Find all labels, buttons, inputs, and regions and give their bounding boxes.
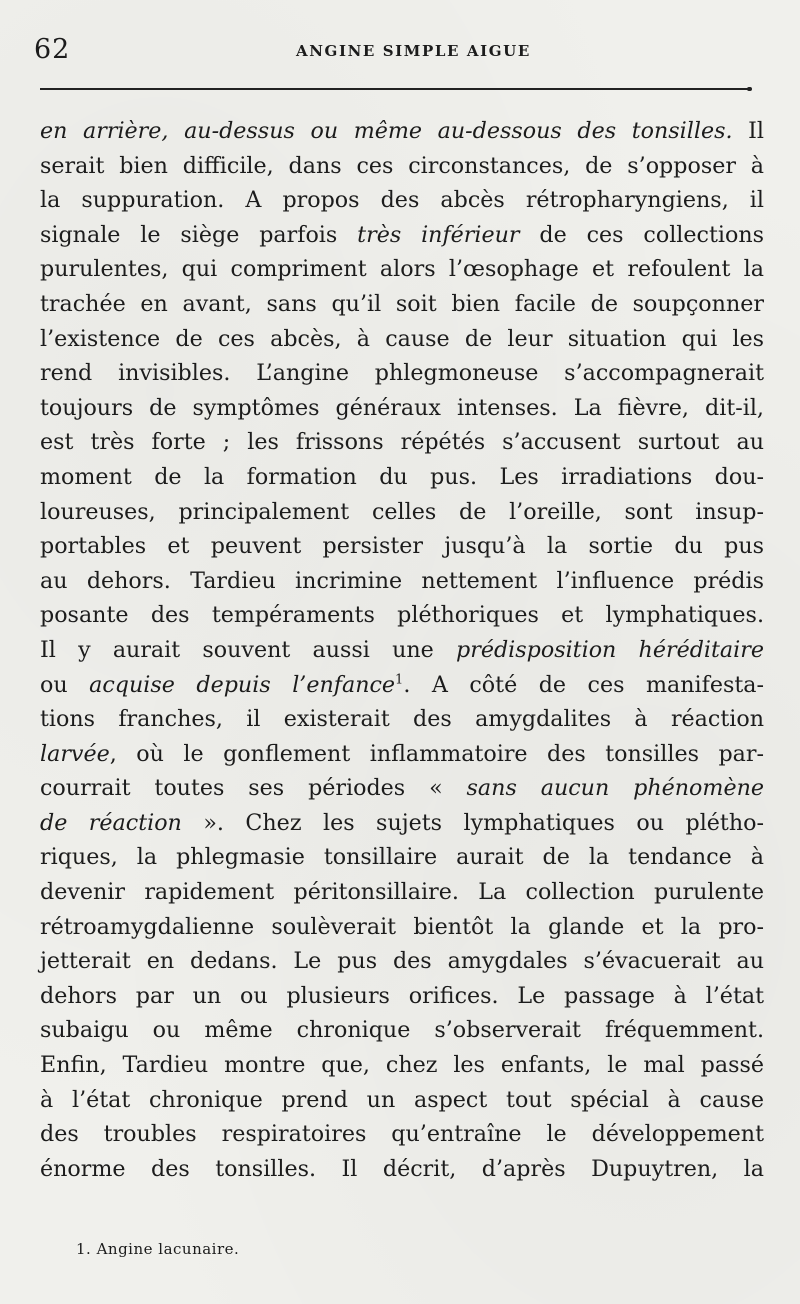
text-span: ou [40,671,90,698]
page-header [34,34,764,74]
text-line: purulentes, qui compriment alors l’œsophage et refoulent la [40,256,764,283]
body-text [40,114,764,1186]
text-line: au dehors. Tardieu incrimine nettement l’influence prédis [40,567,764,594]
text-span: . A côté de ces manifesta- [403,671,764,698]
text-line: jetterait en dedans. Le pus des amygdales s’évacuerait au [40,948,764,975]
italic-span: en arrière, au-dessus ou même au-dessous des tonsilles. [40,118,733,144]
text-line: rétroamygdalienne soulèverait bientôt la glande et la pro- [40,913,764,940]
header-rule [40,88,748,90]
text-line: riques, la phlegmasie tonsillaire aurait de la tendance à [40,844,764,871]
text-span: ». Chez les sujets lymphatiques ou plétho- [181,809,764,836]
text-line: rend invisibles. L’angine phlegmoneuse s’accompagnerait [40,360,764,387]
text-line: moment de la formation du pus. Les irradiations dou- [40,463,764,490]
italic-span: de réaction [40,809,182,836]
text-line [40,737,764,772]
footnote-marker: 1 [395,672,404,688]
text-line: l’existence de ces abcès, à cause de leur situation qui les [40,325,764,352]
running-head: ANGINE SIMPLE AIGUE [296,42,531,60]
text-line: trachée en avant, sans qu’il soit bien facile de soupçonner [40,290,764,317]
italic-span: sans aucun phénomène [466,775,764,802]
italic-span: prédisposition héréditaire [456,636,764,663]
text-line: posante des tempéraments pléthoriques et lymphatiques. [40,602,764,629]
text-line [40,806,764,841]
text-line [40,114,764,149]
text-line [40,771,764,806]
italic-span: très inférieur [357,221,520,248]
text-line [40,633,764,668]
text-span: de ces collections [519,221,765,248]
italic-span: acquise depuis l’enfance [89,671,396,698]
text-line: serait bien difficile, dans ces circonstances, de s’opposer à [40,152,764,179]
page-number: 62 [34,34,71,65]
text-span: Il [732,118,764,144]
text-line: la suppuration. A propos des abcès rétropharyngiens, il [40,187,764,214]
text-span: Il y aurait souvent aussi une [40,636,457,663]
text-span: , où le gonflement inflammatoire des tonsilles par- [109,740,764,767]
text-line: portables et peuvent persister jusqu’à la sortie du pus [40,533,764,560]
text-line [40,218,764,253]
text-line: Enfin, Tardieu montre que, chez les enfants, le mal passé [40,1052,764,1079]
text-line: devenir rapidement péritonsillaire. La collection purulente [40,879,764,906]
text-line: dehors par un ou plusieurs orifices. Le passage à l’état [40,982,764,1009]
text-line: subaigu ou même chronique s’observerait fréquemment. [40,1017,764,1044]
text-line: énorme des tonsilles. Il décrit, d’après Dupuytren, la [40,1155,764,1182]
italic-span: larvée [40,740,110,767]
text-line: des troubles respiratoires qu’entraîne le développement [40,1121,764,1148]
text-line [40,668,764,703]
text-line: à l’état chronique prend un aspect tout spécial à cause [40,1086,764,1113]
text-span: courrait toutes ses périodes « [40,775,467,802]
text-span: signale le siège parfois [40,221,358,248]
text-line: tions franches, il existerait des amygdalites à réaction [40,706,764,733]
text-line: loureuses, principalement celles de l’oreille, sont insup- [40,498,764,525]
text-line: toujours de symptômes généraux intenses. La fièvre, dit-il, [40,394,764,421]
text-line: est très forte ; les frissons répétés s’accusent surtout au [40,429,764,456]
footnote: 1. Angine lacunaire. [76,1240,240,1258]
